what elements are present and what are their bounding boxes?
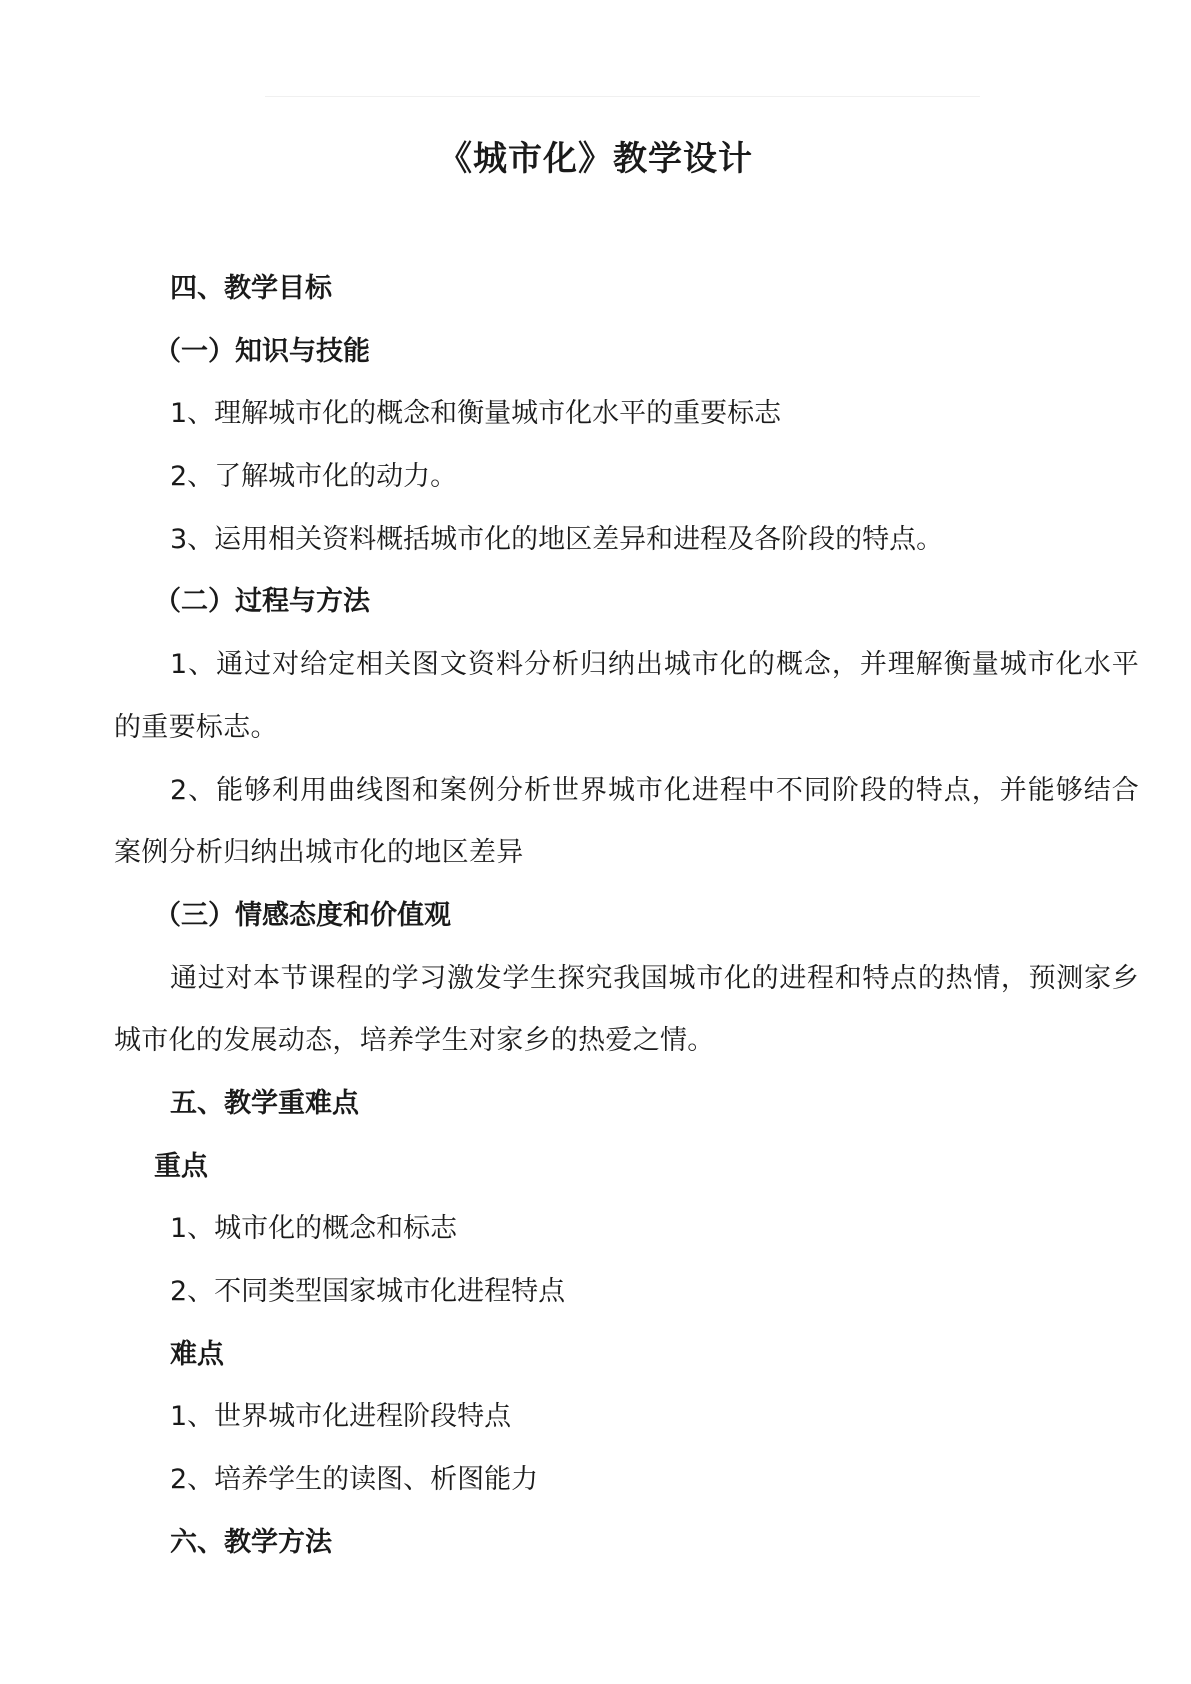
paragraph: 2、能够利用曲线图和案例分析世界城市化进程中不同阶段的特点，并能够结合案例分析归纳出城市化的地区差异 — [114, 774, 1139, 869]
paragraph: 通过对本节课程的学习激发学生探究我国城市化的进程和特点的热情，预测家乡城市化的发展动态，培养学生对家乡的热爱之情。 — [114, 962, 1139, 1057]
label-difficult-points: 难点 — [170, 1338, 224, 1370]
label-key-points: 重点 — [154, 1150, 208, 1182]
list-item: 3、运用相关资料概括城市化的地区差异和进程及各阶段的特点。 — [170, 523, 944, 555]
document-body — [114, 258, 1139, 1575]
section-heading-key-difficult: 五、教学重难点 — [170, 1088, 359, 1120]
subheading-emotion-values: （三）情感态度和价值观 — [154, 899, 451, 931]
document-title: 《城市化》教学设计 — [438, 139, 753, 179]
header-rule — [265, 96, 980, 97]
section-heading-objectives: 四、教学目标 — [170, 273, 332, 304]
list-item: 1、理解城市化的概念和衡量城市化水平的重要标志 — [170, 398, 782, 430]
subheading-process-method: （二）过程与方法 — [154, 586, 370, 618]
list-item: 1、城市化的概念和标志 — [170, 1213, 458, 1245]
list-item: 2、培养学生的读图、析图能力 — [170, 1464, 539, 1496]
list-item: 1、世界城市化进程阶段特点 — [170, 1401, 512, 1433]
list-item: 2、了解城市化的动力。 — [170, 461, 458, 493]
section-heading-methods: 六、教学方法 — [170, 1526, 332, 1558]
paragraph: 1、通过对给定相关图文资料分析归纳出城市化的概念，并理解衡量城市化水平的重要标志。 — [114, 649, 1139, 743]
subheading-knowledge-skills: （一）知识与技能 — [154, 335, 370, 367]
list-item: 2、不同类型国家城市化进程特点 — [170, 1276, 566, 1308]
